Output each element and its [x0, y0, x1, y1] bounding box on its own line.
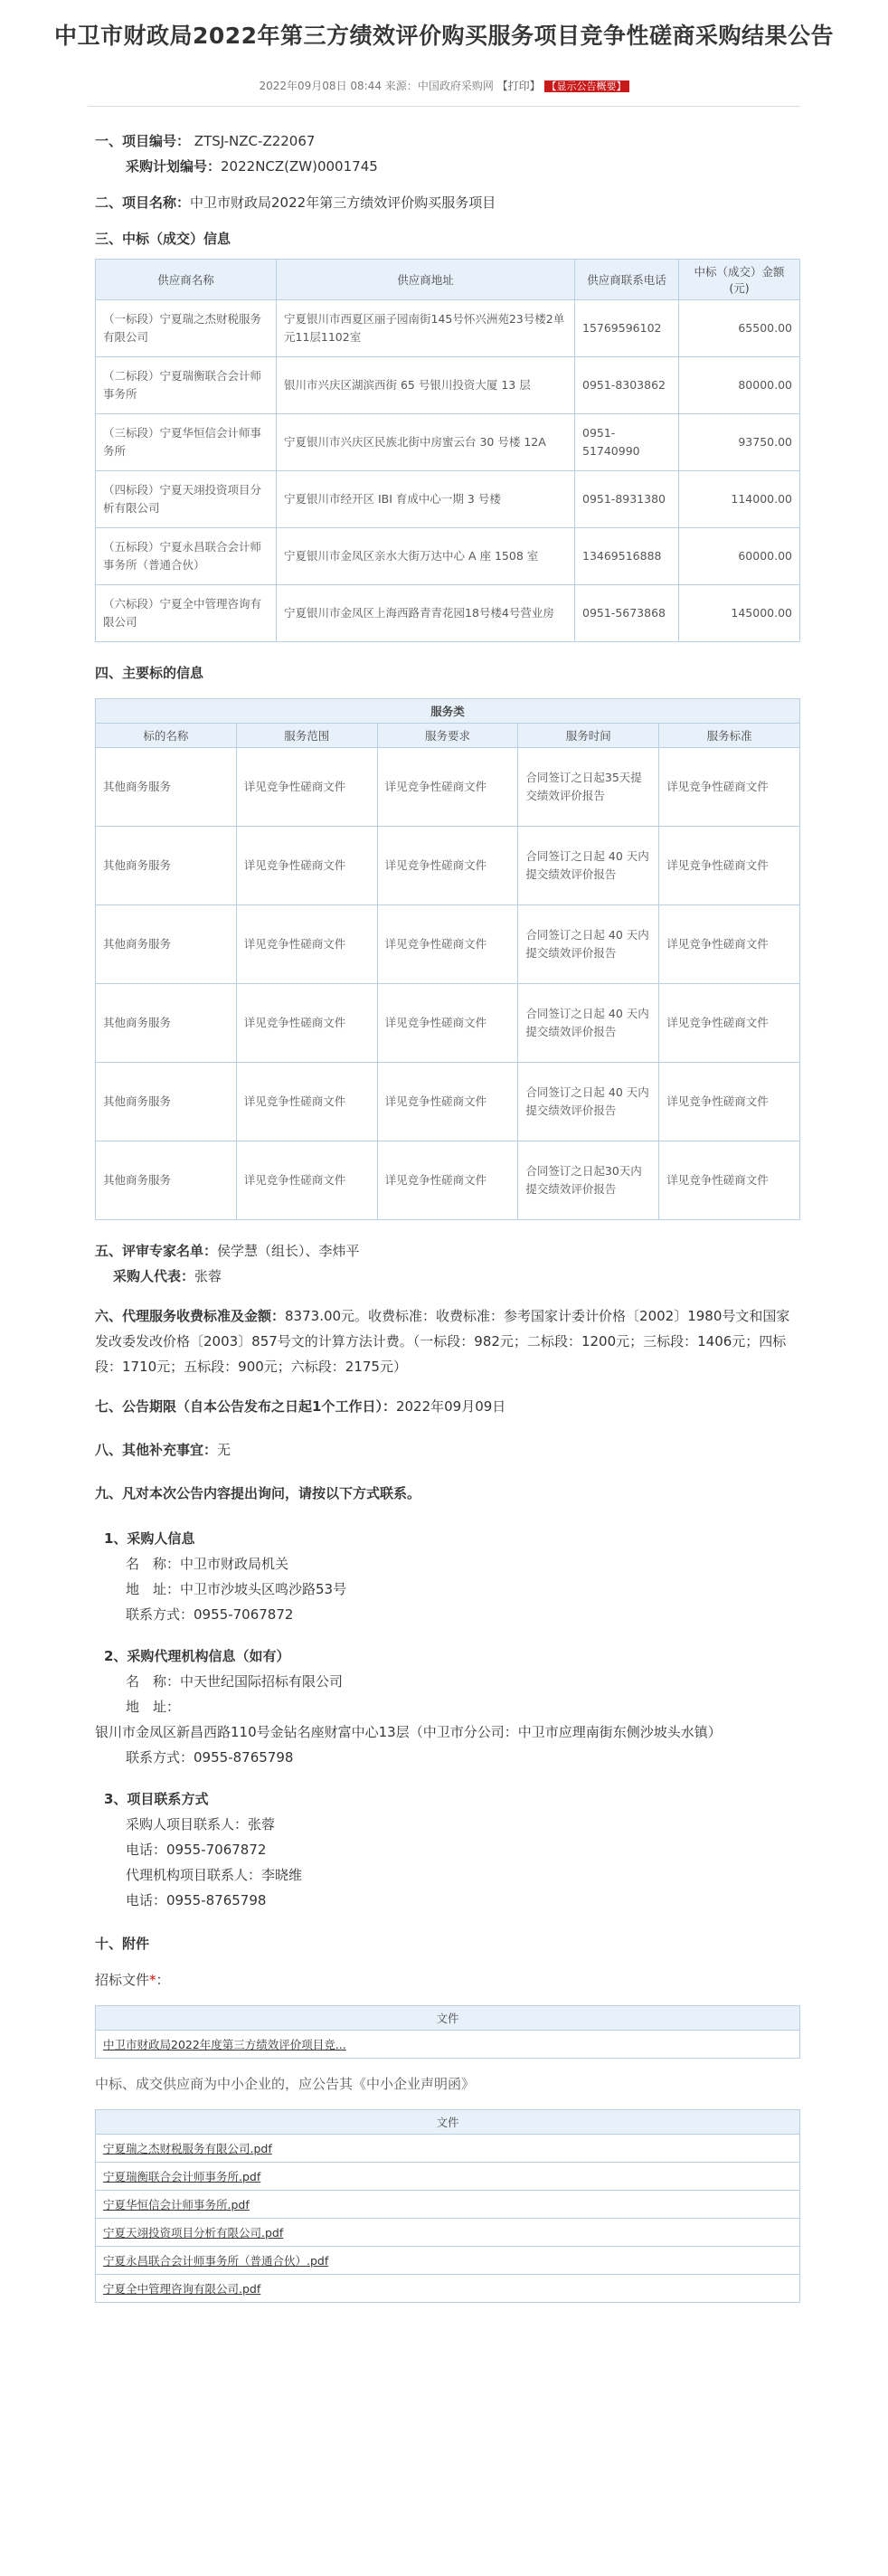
table-row: [96, 357, 800, 414]
rep-label: 采购人代表：: [113, 1268, 195, 1284]
supplier-phone: 0951-8931380: [575, 471, 679, 528]
supplier-phone: 0951-51740990: [575, 414, 679, 471]
bid-files-table: [95, 2005, 800, 2059]
table-row: [96, 827, 800, 905]
sme-file-link[interactable]: 宁夏瑞之杰财税服务有限公司.pdf: [103, 2142, 272, 2155]
sme-file-cell: [96, 2163, 800, 2191]
subject-cell: 其他商务服务: [96, 827, 237, 905]
subject-cell: 详见竞争性磋商文件: [377, 1141, 518, 1220]
sme-file-cell: [96, 2219, 800, 2247]
subject-cell: 详见竞争性磋商文件: [659, 905, 800, 984]
tel1-label: 电话：: [126, 1842, 167, 1858]
agency-name-label: 名 称：: [126, 1673, 181, 1690]
source-label: 来源：: [384, 80, 418, 92]
subject-cell: 合同签订之日起 40 天内提交绩效评价报告: [518, 827, 659, 905]
bid-amount: 93750.00: [679, 414, 800, 471]
subject-cell: 合同签订之日起35天提交绩效评价报告: [518, 748, 659, 827]
purchaser-contact: 0955-7067872: [194, 1606, 294, 1623]
supplier-address: 宁夏银川市兴庆区民族北街中房蜜云台 30 号楼 12A: [277, 414, 575, 471]
content: [46, 128, 842, 2303]
tel2: 0955-8765798: [166, 1892, 267, 1908]
purchaser-person-label: 采购人项目联系人：: [126, 1816, 249, 1833]
sme-file-link[interactable]: 宁夏瑞衡联合会计师事务所.pdf: [103, 2170, 261, 2183]
s2-head: 二、项目名称：: [95, 194, 191, 211]
s3-head: 三、中标（成交）信息: [95, 231, 231, 247]
bid-doc-colon: ：: [156, 1972, 170, 1988]
s8-head: 八、其他补充事宜：: [95, 1442, 218, 1458]
agency-contact: 0955-8765798: [194, 1749, 294, 1766]
agency-contact-label: 联系方式：: [126, 1749, 194, 1766]
table-row: [96, 2031, 800, 2059]
bid-amount: 114000.00: [679, 471, 800, 528]
subject-cell: 其他商务服务: [96, 984, 237, 1063]
publish-date: 2022年09月08日 08:44: [259, 80, 382, 92]
subject-cell: 其他商务服务: [96, 1063, 237, 1141]
plan-number-label: 采购计划编号：: [126, 158, 222, 175]
sme-file-link[interactable]: 宁夏天翊投资项目分析有限公司.pdf: [103, 2226, 284, 2240]
subject-cell: 合同签订之日起 40 天内提交绩效评价报告: [518, 1063, 659, 1141]
subject-col-header: 服务时间: [518, 724, 659, 748]
agency-person: 李晓维: [261, 1867, 303, 1883]
rep-value: 张蓉: [194, 1268, 222, 1284]
meta-line: [46, 78, 842, 95]
tel1: 0955-7067872: [166, 1842, 267, 1858]
supplier-name: （六标段）宁夏全中管理咨询有限公司: [96, 585, 277, 642]
sme-file-cell: [96, 2247, 800, 2275]
table-row: [96, 528, 800, 585]
subject-cell: 详见竞争性磋商文件: [377, 905, 518, 984]
table-row: [96, 2163, 800, 2191]
agency-head: 2、采购代理机构信息（如有）: [104, 1648, 290, 1664]
sme-file-cell: [96, 2191, 800, 2219]
supplier-name: （二标段）宁夏瑞衡联合会计师事务所: [96, 357, 277, 414]
bid-amount: 145000.00: [679, 585, 800, 642]
project-contact-head: 3、项目联系方式: [104, 1791, 209, 1807]
bid-file-col-header: 文件: [96, 2006, 800, 2031]
project-number: ZTSJ-NZC-Z22067: [194, 133, 316, 149]
fee-text: 8373.00元。收费标准：收费标准：参考国家计委计价格〔2002〕1980号文和国家发改委发改价格〔2003〕857号文的计算方法计费。（一标段：982元；二标段：1200元；三标段：1406元；四标段：1710元；五标段：900元；六标段：2175元）: [95, 1308, 790, 1375]
table-row: [96, 585, 800, 642]
subject-cell: 详见竞争性磋商文件: [659, 748, 800, 827]
supplier-name: （五标段）宁夏永昌联合会计师事务所（普通合伙）: [96, 528, 277, 585]
subject-cell: 详见竞争性磋商文件: [659, 984, 800, 1063]
subject-cell: 详见竞争性磋商文件: [236, 984, 377, 1063]
purchaser-name-label: 名 称：: [126, 1556, 181, 1572]
table-row: [96, 300, 800, 357]
announcement-page: [46, 0, 842, 2303]
supplier-name: （一标段）宁夏瑞之杰财税服务有限公司: [96, 300, 277, 357]
supplier-phone: 0951-5673868: [575, 585, 679, 642]
summary-badge[interactable]: 【显示公告概要】: [544, 80, 629, 92]
subject-col-header: 服务要求: [377, 724, 518, 748]
s4-head: 四、主要标的信息: [95, 665, 204, 681]
winning-col-header: 中标（成交）金额(元): [679, 260, 800, 300]
supplier-address: 宁夏银川市金凤区亲水大街万达中心 A 座 1508 室: [277, 528, 575, 585]
sme-files-table: [95, 2109, 800, 2303]
purchaser-person: 张蓉: [248, 1816, 276, 1833]
sme-file-cell: [96, 2135, 800, 2163]
table-row: [96, 2219, 800, 2247]
purchaser-addr-label: 地 址：: [126, 1581, 181, 1597]
table-row: [96, 984, 800, 1063]
winning-col-header: 供应商地址: [277, 260, 575, 300]
table-row: [96, 471, 800, 528]
subject-cell: 详见竞争性磋商文件: [659, 1063, 800, 1141]
subject-cell: 详见竞争性磋商文件: [236, 1141, 377, 1220]
purchaser-addr: 中卫市沙坡头区鸣沙路53号: [180, 1581, 347, 1597]
sme-file-link[interactable]: 宁夏华恒信会计师事务所.pdf: [103, 2198, 250, 2211]
subject-cell: 合同签订之日起30天内提交绩效评价报告: [518, 1141, 659, 1220]
supplier-name: （三标段）宁夏华恒信会计师事务所: [96, 414, 277, 471]
sme-file-link[interactable]: 宁夏永昌联合会计师事务所（普通合伙）.pdf: [103, 2254, 329, 2268]
divider: [88, 106, 800, 107]
s1-head: 一、项目编号：: [95, 133, 191, 149]
subject-cell: 合同签订之日起 40 天内提交绩效评价报告: [518, 905, 659, 984]
supplier-address: 宁夏银川市经开区 IBI 育成中心一期 3 号楼: [277, 471, 575, 528]
table-row: [96, 1141, 800, 1220]
table-row: [96, 2247, 800, 2275]
subject-cell: 详见竞争性磋商文件: [236, 748, 377, 827]
subject-cell: 详见竞争性磋商文件: [236, 1063, 377, 1141]
sme-file-link[interactable]: 宁夏全中管理咨询有限公司.pdf: [103, 2282, 261, 2296]
subject-col-header: 标的名称: [96, 724, 237, 748]
table-row: [96, 2191, 800, 2219]
required-star: *: [149, 1972, 156, 1988]
subject-table: [95, 698, 800, 1220]
winning-table: [95, 259, 800, 642]
purchaser-head: 1、采购人信息: [104, 1530, 195, 1547]
subject-col-header: 服务标准: [659, 724, 800, 748]
supplier-phone: 0951-8303862: [575, 357, 679, 414]
bid-file-link[interactable]: 中卫市财政局2022年度第三方绩效评价项目竞...: [103, 2038, 346, 2051]
s6-head: 六、代理服务收费标准及金额：: [95, 1308, 286, 1324]
subject-cell: 其他商务服务: [96, 905, 237, 984]
sme-file-col-header: 文件: [96, 2110, 800, 2135]
agency-addr: 银川市金凤区新昌西路110号金钻名座财富中心13层（中卫市分公司：中卫市应理南街东侧沙坡头水镇）: [95, 1724, 722, 1740]
s7-head: 七、公告期限（自本公告发布之日起1个工作日）：: [95, 1398, 396, 1415]
table-row: [96, 905, 800, 984]
bid-doc-label: 招标文件: [95, 1972, 150, 1988]
purchaser-contact-label: 联系方式：: [126, 1606, 194, 1623]
bid-amount: 60000.00: [679, 528, 800, 585]
print-link[interactable]: 【打印】: [496, 80, 541, 92]
agency-name: 中天世纪国际招标有限公司: [180, 1673, 344, 1690]
other-matters: 无: [217, 1442, 231, 1458]
supplier-phone: 15769596102: [575, 300, 679, 357]
bid-amount: 80000.00: [679, 357, 800, 414]
plan-number: 2022NCZ(ZW)0001745: [221, 158, 378, 175]
winning-col-header: 供应商名称: [96, 260, 277, 300]
supplier-address: 宁夏银川市西夏区丽子园南街145号怀兴洲苑23号楼2单元11层1102室: [277, 300, 575, 357]
source-value: 中国政府采购网: [417, 80, 494, 92]
subject-cell: 详见竞争性磋商文件: [236, 905, 377, 984]
bid-amount: 65500.00: [679, 300, 800, 357]
subject-cell: 详见竞争性磋商文件: [377, 827, 518, 905]
agency-addr-label: 地 址：: [126, 1699, 181, 1715]
supplier-name: （四标段）宁夏天翊投资项目分析有限公司: [96, 471, 277, 528]
subject-col-header: 服务范围: [236, 724, 377, 748]
subject-cell: 其他商务服务: [96, 1141, 237, 1220]
table-row: [96, 1063, 800, 1141]
sme-file-cell: [96, 2275, 800, 2303]
s10-head: 十、附件: [95, 1936, 150, 1952]
subject-cell: 详见竞争性磋商文件: [659, 827, 800, 905]
subject-group-header: 服务类: [96, 699, 800, 724]
subject-cell: 其他商务服务: [96, 748, 237, 827]
page-title: 中卫市财政局2022年第三方绩效评价购买服务项目竞争性磋商采购结果公告: [53, 23, 835, 49]
notice-period: 2022年09月09日: [395, 1398, 506, 1415]
agency-person-label: 代理机构项目联系人：: [126, 1867, 262, 1883]
supplier-phone: 13469516888: [575, 528, 679, 585]
tel2-label: 电话：: [126, 1892, 167, 1908]
sme-note: 中标、成交供应商为中小企业的，应公告其《中小企业声明函》: [95, 2076, 476, 2092]
table-row: [96, 748, 800, 827]
subject-cell: 详见竞争性磋商文件: [377, 984, 518, 1063]
subject-cell: 详见竞争性磋商文件: [659, 1141, 800, 1220]
subject-cell: 合同签订之日起 40 天内提交绩效评价报告: [518, 984, 659, 1063]
winning-col-header: 供应商联系电话: [575, 260, 679, 300]
subject-cell: 详见竞争性磋商文件: [377, 748, 518, 827]
subject-cell: 详见竞争性磋商文件: [236, 827, 377, 905]
s5-head: 五、评审专家名单：: [95, 1243, 218, 1259]
s9-head: 九、凡对本次公告内容提出询问，请按以下方式联系。: [95, 1485, 421, 1501]
experts: 侯学慧（组长）、李炜平: [217, 1243, 360, 1259]
subject-cell: 详见竞争性磋商文件: [377, 1063, 518, 1141]
supplier-address: 银川市兴庆区湖滨西街 65 号银川投资大厦 13 层: [277, 357, 575, 414]
purchaser-name: 中卫市财政局机关: [180, 1556, 289, 1572]
supplier-address: 宁夏银川市金凤区上海西路青青花园18号楼4号营业房: [277, 585, 575, 642]
project-name: 中卫市财政局2022年第三方绩效评价购买服务项目: [190, 194, 496, 211]
bid-file-cell: [96, 2031, 800, 2059]
table-row: [96, 2275, 800, 2303]
table-row: [96, 414, 800, 471]
table-row: [96, 2135, 800, 2163]
